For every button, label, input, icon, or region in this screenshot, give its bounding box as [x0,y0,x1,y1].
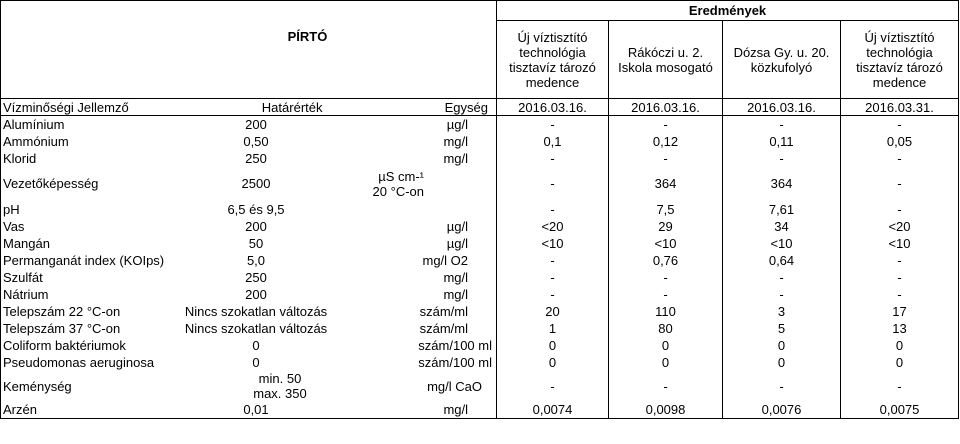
limit-value [176,371,337,402]
site-name-line: medence [525,74,580,90]
result-value: - [841,201,959,218]
result-value: 13 [841,320,959,337]
table-row [1,201,959,218]
limit-value: 0 [252,337,260,353]
result-value: - [723,150,841,167]
table-row [1,235,959,252]
unit-value: mg/l [337,402,497,419]
limit-value: 0,01 [176,402,337,419]
date-4: 2016.03.31. [841,99,959,116]
table-row [1,116,959,133]
site-name-line: Iskola mosogató [618,59,713,75]
result-value: - [609,116,723,133]
site-name-2 [609,21,723,99]
unit-value: szám/ml [337,303,497,320]
result-value: <10 [841,235,959,252]
page-title: PÍRTÓ [1,21,497,99]
result-value: - [609,269,723,286]
limit-value: 5,0 [246,252,266,268]
site-name-line: közkufolyó [750,59,813,75]
parameter-name: Alumínium [1,116,176,133]
result-value: 0 [723,337,841,354]
unit-value: mg/l [337,133,497,150]
header-blank [337,1,497,21]
limit-value: 0,50 [243,133,269,149]
result-value: 0,12 [609,133,723,150]
result-value: - [497,371,609,402]
table-row [1,167,959,201]
unit-value: µg/l [337,235,497,252]
unit-value: mg/l O2 [337,252,497,269]
result-value: - [497,116,609,133]
parameter-name: Klorid [1,150,176,167]
parameter-name: Telepszám 37 °C-on [1,320,176,337]
parameter-name: Arzén [1,402,176,419]
unit-value [337,167,497,201]
unit-value: mg/l CaO [337,371,497,402]
result-value: 1 [497,320,609,337]
date-2: 2016.03.16. [609,99,723,116]
limit-value: 50 [248,235,264,251]
parameter-name: Vas [1,218,176,235]
parameter-name: Pseudomonas aeruginosa [1,354,176,371]
parameter-name: Keménység [1,371,176,402]
table-row [1,286,959,303]
result-value: 0 [841,337,959,354]
table-row [1,133,959,150]
site-name-line: tisztavíz tározó [856,59,943,75]
table-row [1,218,959,235]
unit-value [337,201,497,218]
unit-value: mg/l [337,286,497,303]
result-value: <20 [841,218,959,235]
limit-value: Nincs szokatlan változás [184,303,328,319]
site-name-line: Új víztisztító [864,29,935,45]
result-value: 0 [609,337,723,354]
site-name-line: Új víztisztító [517,29,588,45]
unit-value: szám/100 ml [337,354,497,371]
site-name-line: technológia [866,44,933,60]
limit-value: 0 [252,354,260,370]
result-value: 0 [723,354,841,371]
result-value: - [497,252,609,269]
result-value: 34 [723,218,841,235]
limit-value: Nincs szokatlan változás [184,320,328,336]
result-value: - [609,150,723,167]
result-value: - [723,371,841,402]
parameter-name: Permanganát index (KOIps) [1,252,176,269]
result-value: 0,0074 [497,402,609,419]
table-row [1,371,959,402]
result-value: 0,0076 [723,402,841,419]
site-name-line: Rákóczi u. 2. [627,44,704,60]
result-value: 364 [723,167,841,201]
table-row [1,402,959,419]
limit-value: 250 [245,269,267,285]
parameter-name: Telepszám 22 °C-on [1,303,176,320]
site-name-line: medence [872,74,927,90]
unit-value-line: µS cm-¹ [378,168,424,184]
result-value: - [841,371,959,402]
date-1: 2016.03.16. [497,99,609,116]
header-blank [176,1,337,21]
result-value: - [609,286,723,303]
parameter-name: Coliform baktériumok [1,337,176,354]
limit-value: 200 [245,218,267,234]
result-value: 7,61 [723,201,841,218]
unit-value: szám/100 ml [337,337,497,354]
column-header-limit: Határérték [176,99,337,116]
header-blank [1,1,176,21]
site-name-3 [723,21,841,99]
table-row [1,303,959,320]
result-value: - [497,269,609,286]
table-row [1,269,959,286]
limit-value-line: max. 350 [253,386,307,401]
result-value: - [723,116,841,133]
unit-value: mg/l [337,269,497,286]
result-value: - [497,167,609,201]
result-value: 0,1 [497,133,609,150]
limit-value: 6,5 és 9,5 [227,201,285,217]
result-value: - [841,252,959,269]
limit-value: 2500 [241,176,271,191]
unit-value: mg/l [337,150,497,167]
result-value: - [841,150,959,167]
unit-value: µg/l [337,218,497,235]
result-value: 29 [609,218,723,235]
result-value: - [841,286,959,303]
results-title: Eredmények [497,1,959,21]
result-value: <10 [723,235,841,252]
limit-value: 250 [245,150,267,166]
parameter-name: Szulfát [1,269,176,286]
result-value: 0,0075 [841,402,959,419]
table-row [1,150,959,167]
result-value: - [497,201,609,218]
unit-value-line: 20 °C-on [372,183,424,199]
result-value: - [723,286,841,303]
result-value: <20 [497,218,609,235]
parameter-name: Ammónium [1,133,176,150]
result-value: - [723,269,841,286]
site-name-1 [497,21,609,99]
result-value: 5 [723,320,841,337]
table-row [1,252,959,269]
limit-value: 200 [245,286,267,302]
column-header-unit: Egység [337,99,497,116]
limit-value-line: min. 50 [258,371,302,386]
table-row [1,354,959,371]
result-value: 17 [841,303,959,320]
result-value: <10 [609,235,723,252]
result-value: 0 [497,354,609,371]
result-value: 0 [841,354,959,371]
result-value: 0,76 [609,252,723,269]
result-value: 0 [497,337,609,354]
column-header-param: Vízminőségi Jellemző [1,99,176,116]
table-row [1,337,959,354]
limit-value: 200 [245,116,267,132]
result-value: - [841,116,959,133]
site-name-line: tisztavíz tározó [509,59,596,75]
unit-value: µg/l [337,116,497,133]
result-value: - [841,269,959,286]
result-value: - [497,150,609,167]
result-value: 80 [609,320,723,337]
result-value: 7,5 [609,201,723,218]
parameter-name: pH [1,201,176,218]
date-3: 2016.03.16. [723,99,841,116]
parameter-name: Nátrium [1,286,176,303]
site-name-line: Dózsa Gy. u. 20. [733,44,830,60]
parameter-name: Vezetőképesség [1,167,176,201]
unit-value: szám/ml [337,320,497,337]
result-value: 0,11 [723,133,841,150]
result-value: 0,0098 [609,402,723,419]
result-value: 110 [609,303,723,320]
result-value: 20 [497,303,609,320]
result-value: - [609,371,723,402]
result-value: 3 [723,303,841,320]
result-value: <10 [497,235,609,252]
site-name-4 [841,21,959,99]
table-row [1,320,959,337]
result-value: 0,05 [841,133,959,150]
result-value: - [841,167,959,201]
parameter-name: Mangán [1,235,176,252]
result-value: 364 [609,167,723,201]
result-value: 0 [609,354,723,371]
site-name-line: technológia [519,44,586,60]
result-value: 0,64 [723,252,841,269]
result-value: - [497,286,609,303]
